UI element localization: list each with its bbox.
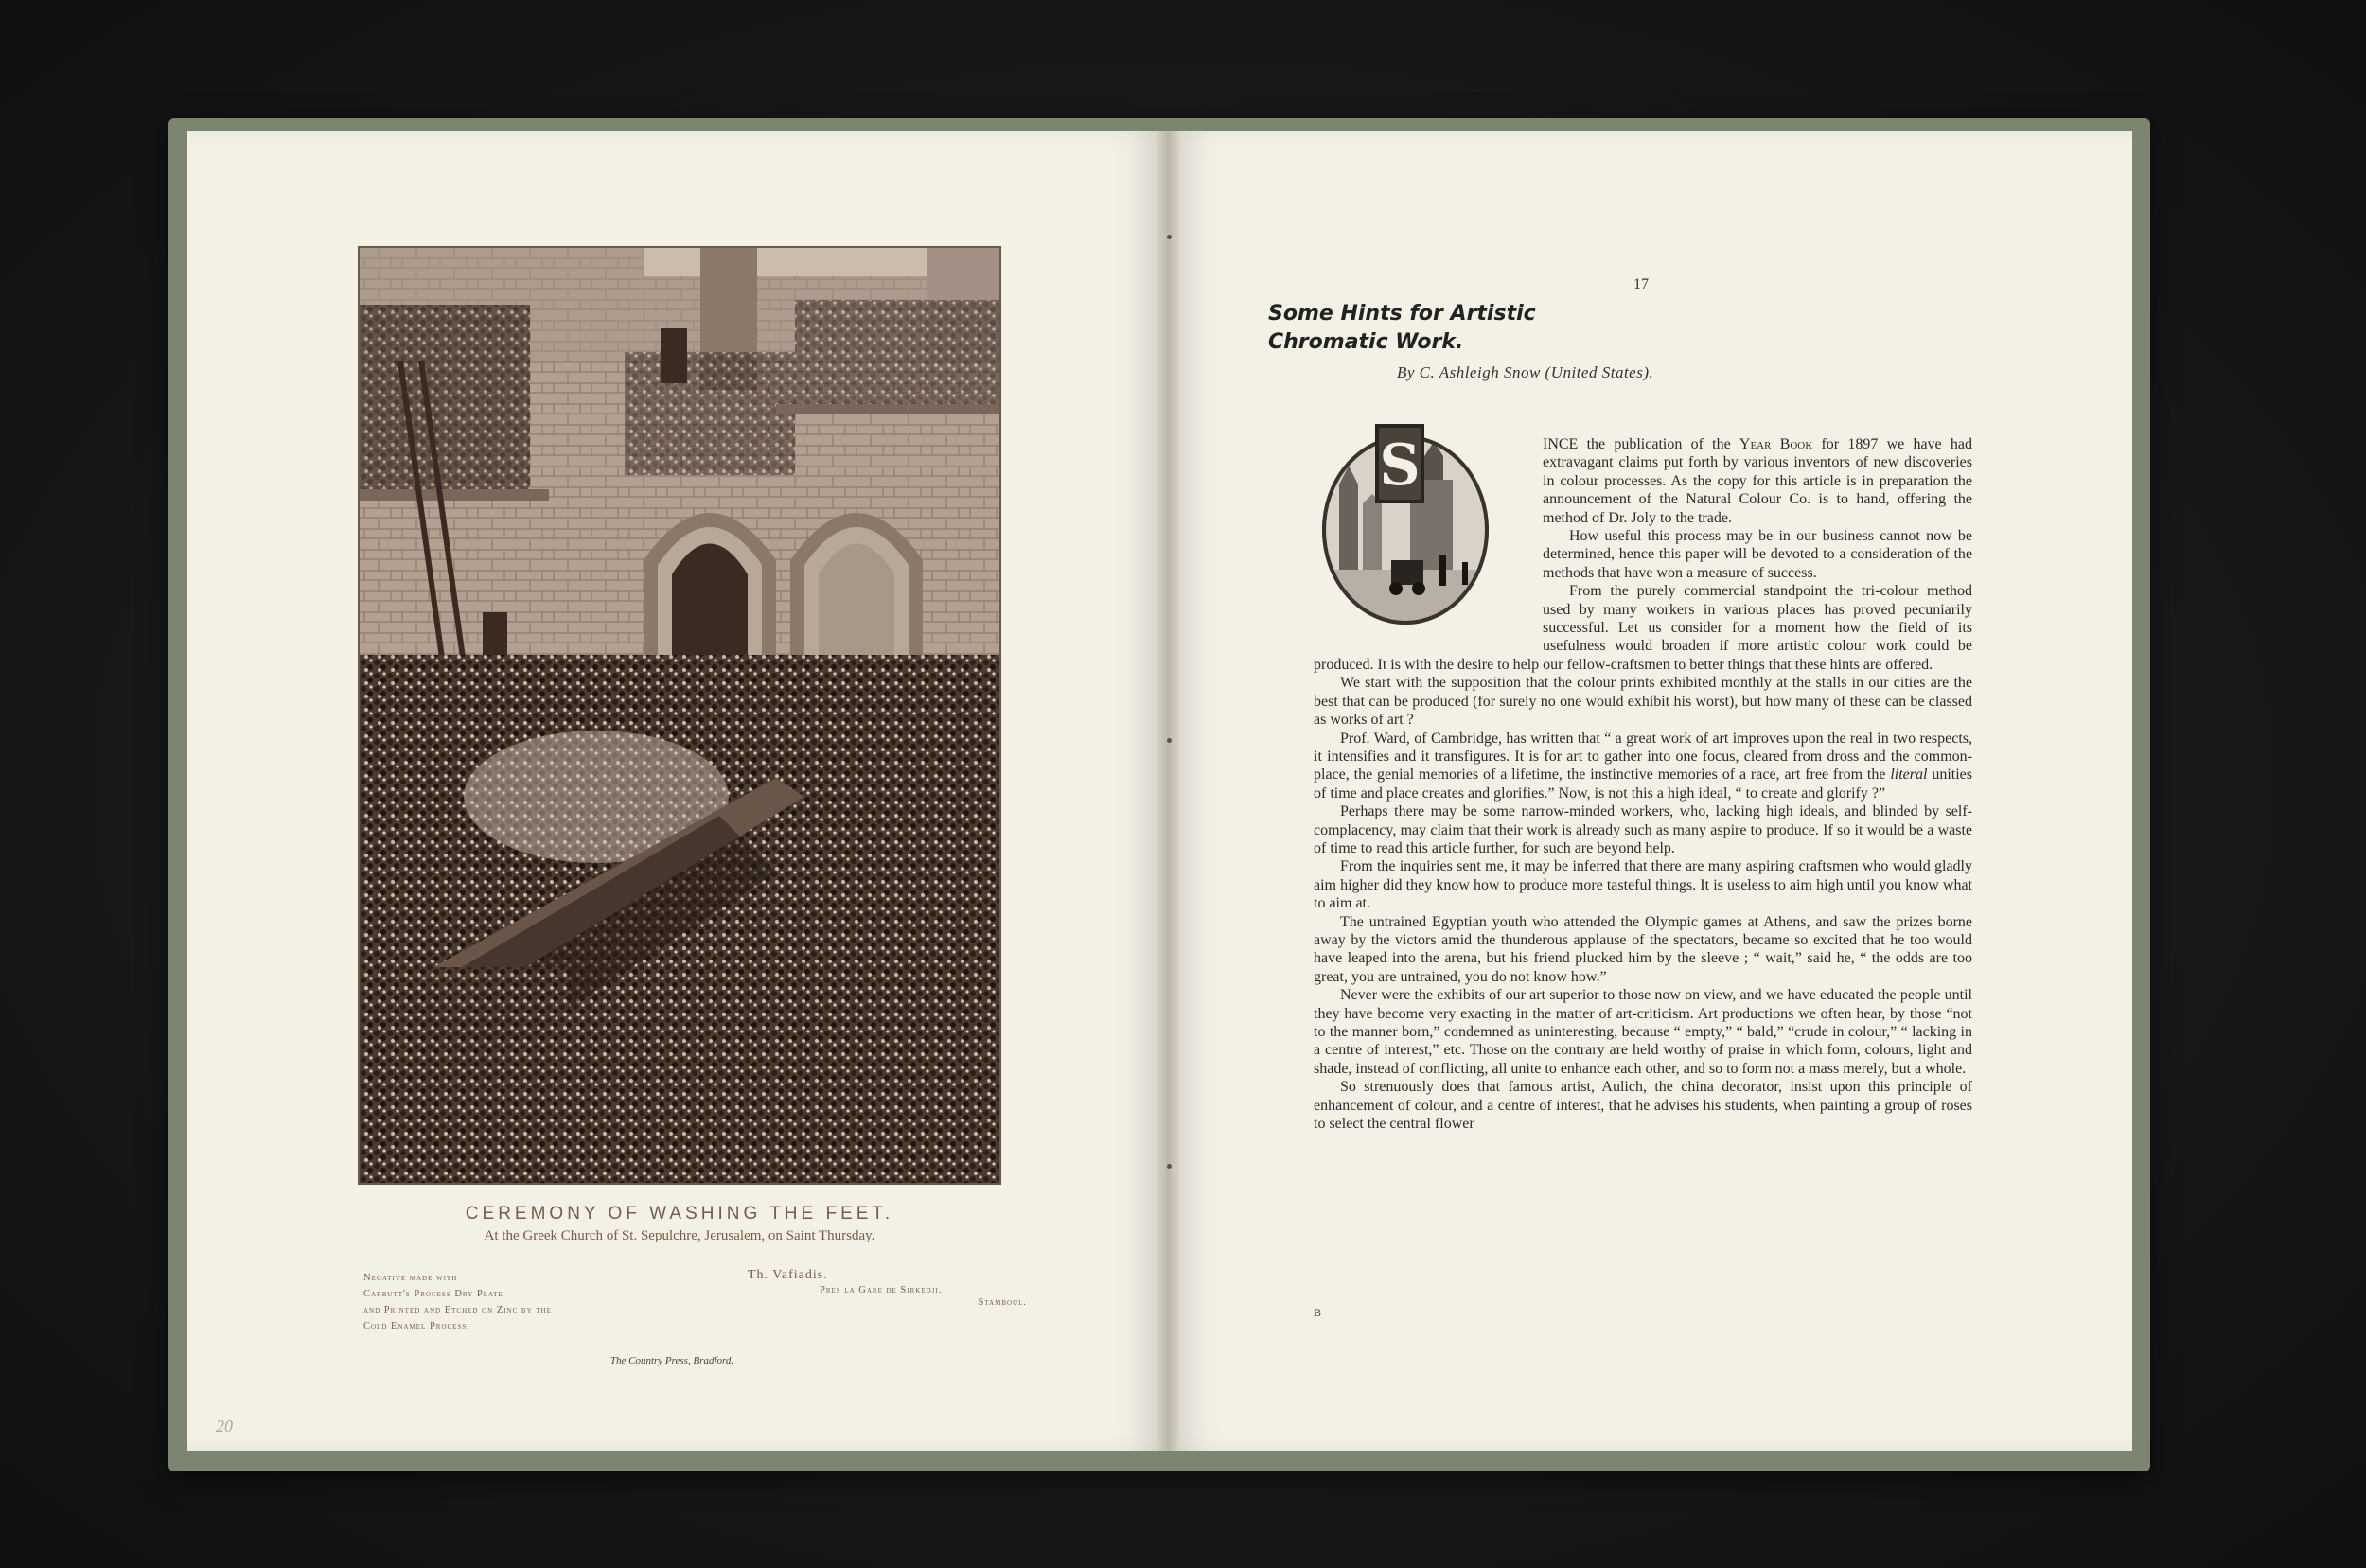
plate-caption-subtitle: At the Greek Church of St. Sepulchre, Jerusalem, on Saint Thursday.	[484, 1228, 875, 1243]
photographer-address: Pres la Gare de Sirkedji.	[820, 1285, 943, 1295]
printer-imprint: The Country Press, Bradford.	[609, 1355, 734, 1366]
paragraph: INCE the publication of the Year Book for 1897 we have had extravagant claims put forth by various inventors of new discoveries in colour processes. As the copy for this article is in preparation the announcement of the Natural Colour Co. is to hand, offering the method of Dr. Joly to the trade.	[1543, 436, 1972, 526]
credit-line: Carbutt's Process Dry Plate	[363, 1289, 503, 1299]
signature-mark: B	[1314, 1306, 1322, 1319]
photographer-name: Th. Vafiadis.	[748, 1268, 828, 1282]
paragraph: Perhaps there may be some narrow-minded workers, who, lacking high ideals, and blinded by self-complacency, may claim that their work is already such as many aspire to produce. If so it would be a waste of time to read this article further, for such are beyond help.	[1314, 803, 1972, 856]
title-line: Some Hints for Artistic	[1268, 302, 1536, 326]
article-title	[1268, 300, 1536, 357]
plate-caption-title: CEREMONY OF WASHING THE FEET.	[465, 1204, 894, 1224]
paragraph: How useful this process may be in our business cannot now be determined, hence this paper will be devoted to a consideration of the methods that have won a measure of success.	[1543, 528, 1972, 581]
article-byline: By C. Ashleigh Snow (United States).	[1397, 363, 1654, 381]
article-body	[1314, 435, 1972, 1133]
process-credit	[363, 1270, 552, 1334]
page-number: 17	[1633, 276, 1649, 292]
paragraph: So strenuously does that famous artist, Aulich, the china decorator, insist upon this principle of enhancement of colour, and a centre of interest, that he advises his students, when painting a group of roses to select the central flower	[1314, 1079, 1972, 1133]
ceremony-photograph	[358, 246, 1001, 1185]
paragraph: The untrained Egyptian youth who attended the Olympic games at Athens, and saw the prizes borne away by the victors amid the thunderous applause of the spectators, became so excited that he too would have leaped into the arena, but his friend plucked him by the sleeve ; “ wait,” said he, “ the odds are too great, you are untrained, you do not know how.”	[1314, 913, 1972, 985]
photographer-city: Stamboul.	[978, 1297, 1027, 1308]
book-gutter	[1157, 131, 1179, 1451]
binding-stitch	[1167, 235, 1172, 239]
photographer-credit	[748, 1268, 1032, 1308]
credit-line: Cold Enamel Process.	[363, 1321, 470, 1331]
credit-line: Negative made with	[363, 1273, 458, 1283]
drop-cap-letter: S	[1379, 432, 1421, 499]
paragraph: Never were the exhibits of our art superior to those now on view, and we have educated the people until they have become very exacting in the matter of art-criticism. Art productions we often hear, by those “not to the manner born,” condemned as uninteresting, because “ empty,” “ bald,” “crude in colour,” “ lacking in a centre of interest,” etc. Those on the contrary are held worthy of praise in which form, colours, light and shade, instead of conflicting, all unite to enhance each other, and so to form not a mass merely, but a whole.	[1314, 987, 1972, 1077]
title-line: Chromatic Work.	[1268, 330, 1464, 354]
credit-line: and Printed and Etched on Zinc by the	[363, 1305, 552, 1315]
paragraph: Prof. Ward, of Cambridge, has written that “ a great work of art improves upon the real in two respects, it intensifies and it transfigures. It is for art to gather into one focus, cleared from dross and the common-place, the genial memories of a lifetime, the instinctive memories of a race, art free from the literal unities of time and place creates and glorifies.” Now, is not this a high ideal, “ to create and glorify ?”	[1314, 730, 1972, 802]
vignette-spacer	[1314, 435, 1543, 655]
paragraph: We start with the supposition that the colour prints exhibited monthly at the stalls in our cities are the best that can be produced (for surely no one would exhibit his worst), but how many of these can be classed as works of art ?	[1314, 675, 1972, 729]
pencil-page-mark: 20	[216, 1417, 233, 1436]
binding-stitch	[1167, 1164, 1172, 1169]
paragraph: From the inquiries sent me, it may be inferred that there are many aspiring craftsmen who would gladly aim higher did they know how to produce more tasteful things. It is useless to aim high until you know what to aim at.	[1314, 858, 1972, 912]
binding-stitch	[1167, 738, 1172, 743]
paragraph: From the purely commercial standpoint the tri-colour method used by many workers in various places has proved pecuniarily successful. Let us consider for a moment how the field of its usefulness would broaden if more artistic colour work could be produced. It is with the desire to help our fellow-craftsmen to better things that these hints are offered.	[1314, 583, 1972, 673]
